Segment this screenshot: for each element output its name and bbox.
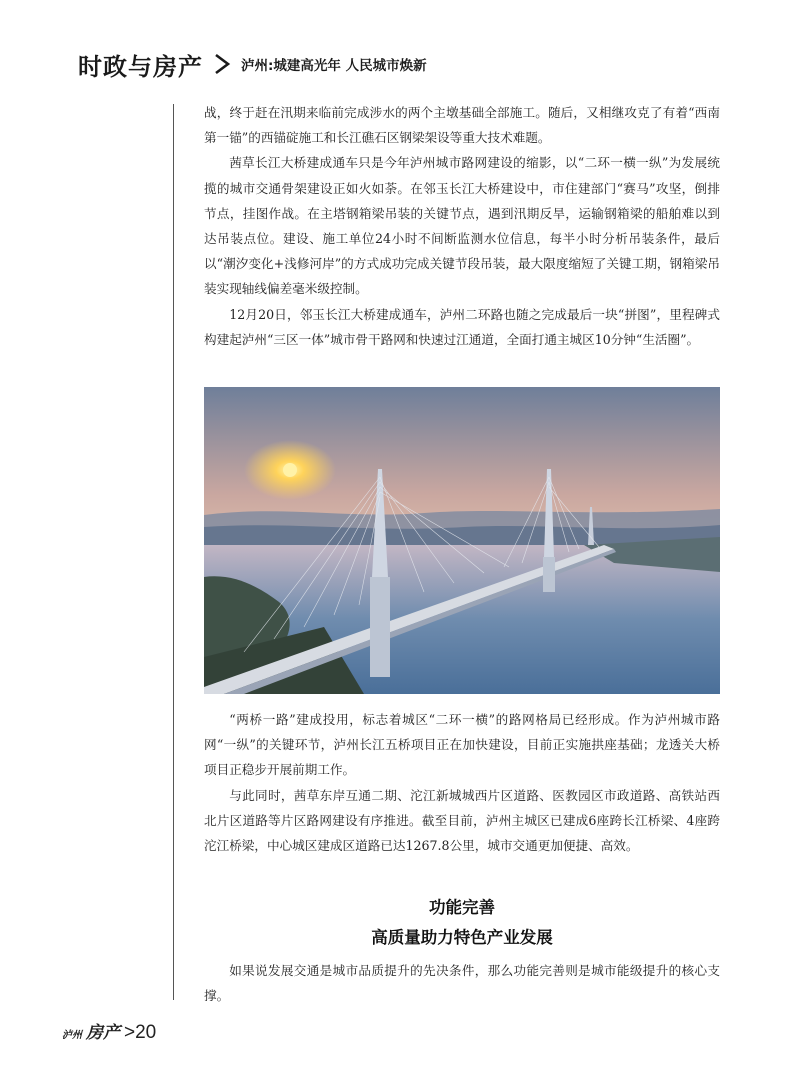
paragraph: 如果说发展交通是城市品质提升的先决条件，那么功能完善则是城市能级提升的核心支撑。 [204, 963, 720, 1004]
section-subheading: 泸州:城建高光年 人民城市焕新 [241, 58, 427, 74]
magazine-city: 泸州 [62, 1030, 82, 1041]
magazine-name: 房产 [86, 1023, 120, 1043]
paragraph: “两桥一路”建成投用，标志着城区“二环一横”的路网格局已经形成。作为泸州城市路网“一纵”的关键环节，泸州长江五桥项目正在加快建设，目前正实施拱座基础；龙透关大桥项目正稳步开展前期工作。 [204, 712, 720, 778]
article-body-bottom [204, 958, 720, 1008]
page-footer [62, 1018, 156, 1044]
column-rule [173, 104, 174, 1000]
chevron-right-icon [213, 53, 231, 75]
paragraph: 12月20日，邻玉长江大桥建成通车，泸州二环路也随之完成最后一块“拼图”，里程碑式构建起泸州“三区一体”城市骨干路网和快速过江通道，全面打通主城区10分钟“生活圈”。 [204, 306, 720, 347]
page-number: >20 [124, 1022, 157, 1043]
bridge-photo [204, 387, 720, 694]
section-title: 时政与房产 [78, 52, 203, 81]
section-heading-line1: 功能完善 [429, 898, 495, 917]
section-heading-line2: 高质量助力特色产业发展 [371, 928, 553, 947]
article-body-mid [204, 707, 720, 858]
article-body-top [204, 100, 720, 352]
paragraph: 茜草长江大桥建成通车只是今年泸州城市路网建设的缩影，以“二环一横一纵”为发展统揽的城市交通骨架建设正如火如荼。在邻玉长江大桥建设中，市住建部门“赛马”攻坚，倒排节点，挂图作战。在主塔钢箱梁吊装的关键节点，遇到汛期反旱，运输钢箱梁的船舶难以到达吊装点位。建设、施工单位24小时不间断监测水位信息，每半小时分析吊装条件，最后以“潮汐变化+浅修河岸”的方式成功完成关键节段吊装，最大限度缩短了关键工期，钢箱梁吊装实现轴线偏差毫米级控制。 [204, 155, 720, 297]
paragraph: 战，终于赶在汛期来临前完成涉水的两个主墩基础全部施工。随后，又相继攻克了有着“西南第一锚”的西锚碇施工和长江礁石区钢梁架设等重大技术难题。 [204, 105, 720, 146]
paragraph: 与此同时，茜草东岸互通二期、沱江新城城西片区道路、医教园区市政道路、高铁站西北片区道路等片区路网建设有序推进。截至目前，泸州主城区已建成6座跨长江桥梁、4座跨沱江桥梁，中心城区建成区道路已达1267.8公里，城市交通更加便捷、高效。 [204, 787, 720, 854]
page-header [78, 44, 427, 84]
